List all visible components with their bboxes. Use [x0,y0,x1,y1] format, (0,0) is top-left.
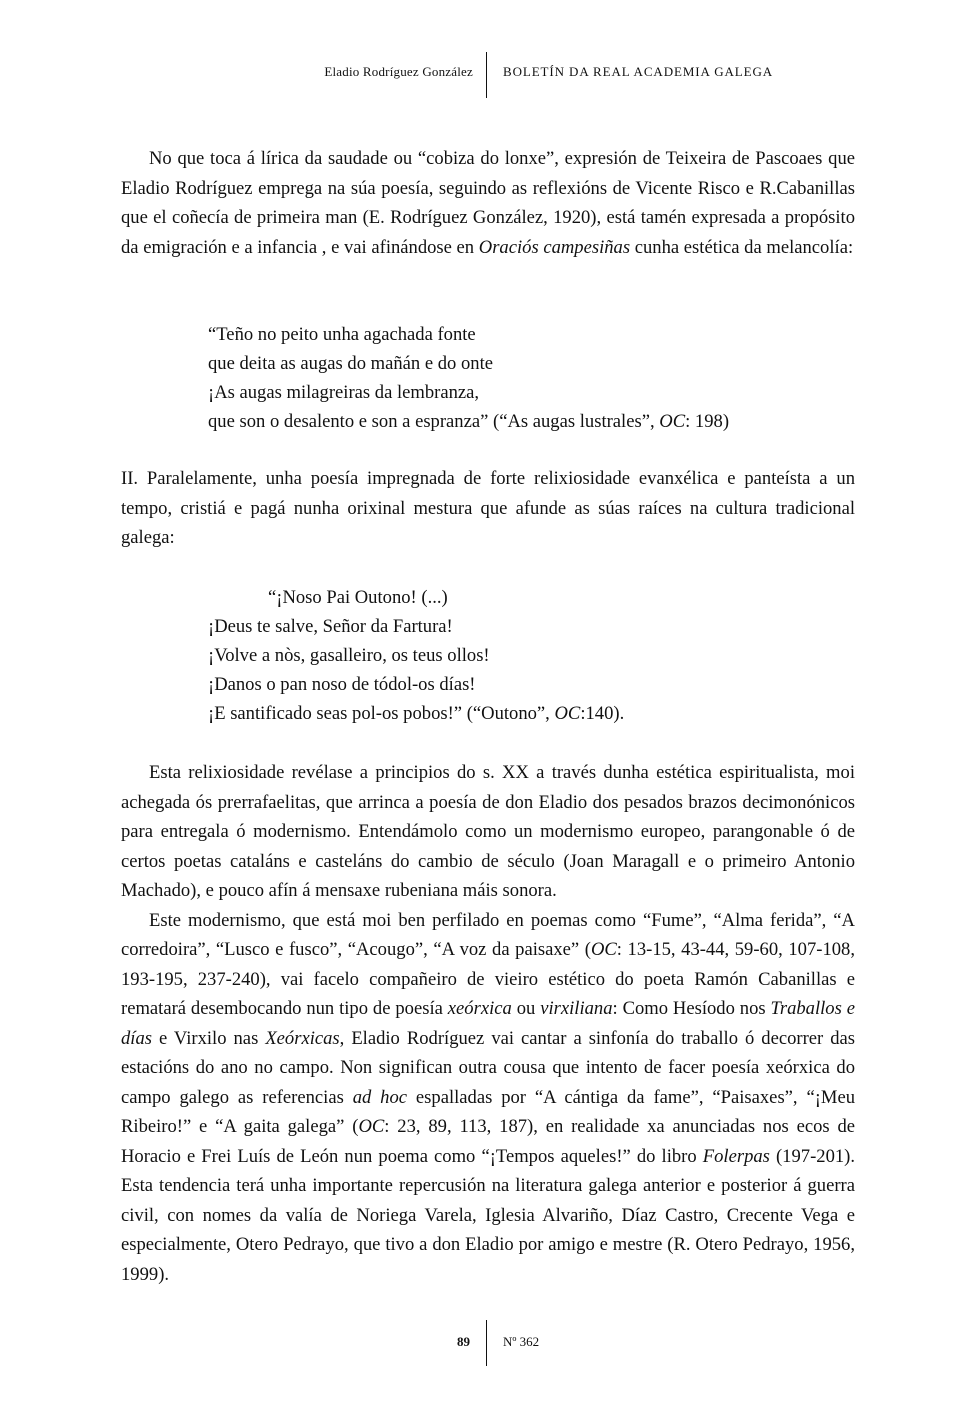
paragraph-1-text: No que toca á lírica da saudade ou “cobiza do lonxe”, expresión de Teixeira de Pascoaes que Eladio Rodríguez emprega na súa poesía, seguindo as reflexións de Vicente Risco e R.Cabanillas que el coñecía de primeira man (E. Rodríguez González, 1920), está tamén expresada a propósito da emigración e a infancia , e vai afinándose en [121,148,855,258]
term-virxiliana: virxiliana [540,998,613,1019]
page-footer [0,1320,975,1368]
running-head [0,52,975,100]
text-run: : 23, 89, 113, 187), en realidade xa anunciadas nos ecos de Horacio e Frei Luís de León nun poema como “¡Tempos aqueles!” do libro [121,1116,856,1167]
paragraph-4 [121,906,855,1290]
book-title-xeorxicas: Xeórxicas [265,1027,340,1049]
text-run: : Como Hesíodo nos [612,998,771,1019]
paragraph-modernismo [121,758,855,1289]
citation-abbrev: OC [554,703,581,724]
citation-abbrev: OC [358,1116,385,1137]
verse-line-text: ¡E santificado seas pol-os pobos!” (“Outono”, [208,703,555,724]
paragraph-1-text-end: cunha estética da melancolía: [630,236,854,258]
verse-line: ¡Danos o pan noso de tódol-os días! [208,674,476,695]
term-ad-hoc: ad hoc [352,1086,408,1108]
header-author: Eladio Rodríguez González [324,64,473,79]
verse-line-text: que son o desalento e son a espranza” (“As augas lustrales”, [208,411,660,432]
paragraph-3: Esta relixiosidade revélase a principios do s. XX a través dunha estética espiritualista, moi achegada ós prerrafaelitas, que arrinca a poesía de don Eladio dos pesados brazos decimonónicos para entregala ó modernismo. Entendámolo como un modernismo europeo, parangonable ó de certos poetas cataláns e casteláns do cambio de século (Joan Maragall e o primeiro Antonio Machado), e pouco afín á mensaxe rubeniana máis sonora. [121,762,855,901]
page-number: 89 [457,1334,470,1349]
book-title-traballos: Traballos e días [121,998,855,1049]
text-run: Este modernismo, que está moi ben perfilado en poemas como “Fume”, “Alma ferida”, “A corredoira”, “Lusco e fusco”, “Acougo”, “A voz da paisaxe” ( [121,909,855,960]
paragraph-relixiosidade [121,464,855,553]
citation-abbrev: OC [659,411,686,432]
text-run: ou [511,998,541,1019]
verse-line-citation [208,407,729,436]
footer-divider [486,1320,487,1366]
verse-quote-2 [208,583,624,728]
book-title-oracios: Oraciós campesiñas [478,236,631,258]
text-run: espalladas por “A cántiga da fame”, “Paisaxes”, “¡Meu Ribeiro!” e “A gaita galega” ( [121,1086,855,1137]
paragraph-2: II. Paralelamente, unha poesía impregnada de forte relixiosidade evanxélica e panteísta a un tempo, cristiá e pagá nunha orixinal mestura que afunde as súas raíces na cultura tradicional galega: [121,468,855,548]
verse-line-citation [208,699,624,728]
verse-line: que deita as augas do mañán e do onte [208,353,494,374]
verse-line: ¡Deus te salve, Señor da Fartura! [208,616,453,637]
book-title-folerpas: Folerpas [702,1145,770,1167]
citation-page: : 198) [685,411,730,432]
header-journal-title: BOLETÍN DA REAL ACADEMIA GALEGA [503,64,774,79]
verse-quote-1 [208,320,729,436]
verse-line: “¡Noso Pai Outono! (...) [268,587,448,608]
header-divider [486,52,487,98]
text-run: , Eladio Rodríguez vai cantar a sinfonía do traballo ó decorrer das estacións do ano no campo. Non significan outra cousa que intento de facer poesía xeórxica do campo galego as referencias [121,1027,856,1108]
paragraph-saudade [121,144,855,262]
verse-line: ¡Volve a nòs, gasalleiro, os teus ollos! [208,645,490,666]
text-run: e Virxilo nas [152,1027,266,1049]
text-run: : 13-15, 43-44, 59-60, 107-108, 193-195, 237-240), vai facelo compañeiro de vieiro estético do poeta Ramón Cabanillas e rematará desembocando nun tipo de poesía [121,939,855,1019]
citation-abbrev: OC [590,939,617,960]
text-run: (197-201). Esta tendencia terá unha importante repercusión na literatura galega anterior e posterior á guerra civil, con nomes da valía de Noriega Varela, Iglesia Alvariño, Díaz Castro, Crecente Vega e especialmente, Otero Pedrayo, que tivo a don Eladio por amigo e mestre (R. Otero Pedrayo, 1956, 1999). [121,1145,855,1285]
issue-number: Nº 362 [503,1334,540,1349]
verse-line: ¡As augas milagreiras da lembranza, [208,382,480,403]
term-xeorxica: xeórxica [447,998,512,1019]
citation-page: :140). [580,703,625,724]
paragraph-1 [121,144,855,262]
verse-line: “Teño no peito unha agachada fonte [208,324,476,345]
